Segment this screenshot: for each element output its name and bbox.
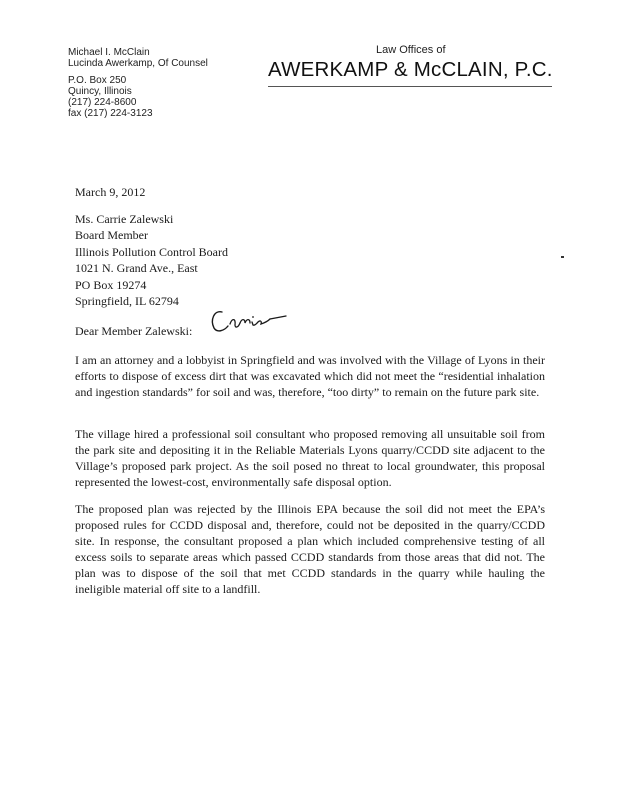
scan-artifact <box>561 256 564 258</box>
recipient-address <box>75 211 228 309</box>
contact-po-box: P.O. Box 250 <box>68 75 127 86</box>
letter-date: March 9, 2012 <box>75 185 146 199</box>
of-counsel-name: Lucinda Awerkamp, Of Counsel <box>68 58 208 69</box>
recipient-po-box: PO Box 19274 <box>75 277 147 292</box>
recipient-organization: Illinois Pollution Control Board <box>75 244 229 259</box>
handwritten-carrie-signature <box>208 304 288 338</box>
body-paragraph-2: The village hired a professional soil consultant who proposed removing all unsuitable soil from the park site and depositing it in the Reliable Materials Lyons quarry/CCDD site adjacent to the Village’s proposed park project. As the soil posed no threat to local groundwater, this proposal represented the lowest-cost, environmentally safe disposal option. <box>75 427 545 489</box>
contact-phone: (217) 224-8600 <box>68 97 137 108</box>
law-offices-label: Law Offices of <box>376 44 446 56</box>
recipient-city-state: Springfield, IL 62794 <box>75 294 179 309</box>
salutation: Dear Member Zalewski: <box>75 324 193 338</box>
recipient-title: Board Member <box>75 228 148 243</box>
body-paragraph-1: I am an attorney and a lobbyist in Springfield and was involved with the Village of Lyons in their efforts to dispose of excess dirt that was excavated which did not meet the “residential inhalation and ingestion standards” for soil and was, therefore, “too dirty” to remain on the future park site. <box>75 353 545 399</box>
letterhead-divider <box>268 86 552 87</box>
contact-fax: fax (217) 224-3123 <box>68 108 153 119</box>
body-paragraph-3: The proposed plan was rejected by the Illinois EPA because the soil did not meet the EPA’s proposed rules for CCDD disposal and, therefore, could not be deposited in the quarry/CCDD site. In response, the consultant proposed a plan which included comprehensive testing of all excess soils to separate areas which passed CCDD standards from those areas that did not. The plan was to dispose of the soil that met CCDD standards in the quarry while hauling the ineligible material off site to a landfill. <box>75 502 545 596</box>
attorney-name: Michael I. McClain <box>68 47 150 58</box>
recipient-street: 1021 N. Grand Ave., East <box>75 261 198 276</box>
letterhead-attorneys <box>68 47 208 119</box>
contact-city: Quincy, Illinois <box>68 86 132 97</box>
firm-name: AWERKAMP & McCLAIN, P.C. <box>268 58 553 81</box>
recipient-name: Ms. Carrie Zalewski <box>75 212 174 226</box>
